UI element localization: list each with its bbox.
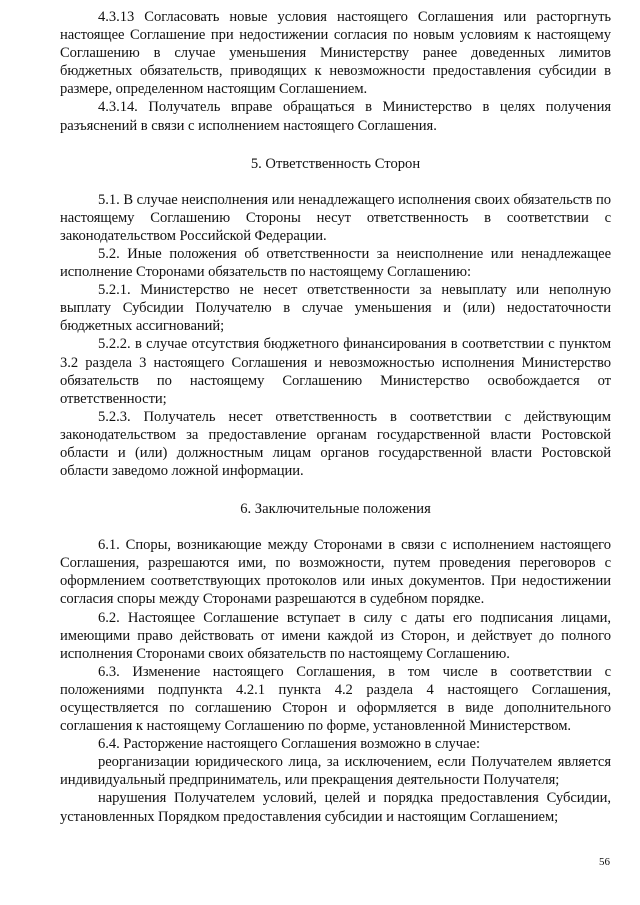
paragraph-5-2-3: 5.2.3. Получатель несет ответственность в соответствии с действующим законодательством за предоставление органам государственной власти Ростовской области и (или) должностным лицам органов государственной власти Ростовской области заведомо ложной информации. <box>60 408 611 480</box>
paragraph-6-1: 6.1. Споры, возникающие между Сторонами в связи с исполнением настоящего Соглашения, разрешаются ими, по возможности, путем проведения переговоров с оформлением соответствующих протоколов или иных документов. При недостижении согласия споры между Сторонами разрешаются в судебном порядке. <box>60 537 611 608</box>
paragraph-6-2: 6.2. Настоящее Соглашение вступает в силу с даты его подписания лицами, имеющими право действовать от имени каждой из Сторон, и действует до полного исполнения Сторонами своих обязательств по настоящему Соглашению. <box>60 609 611 662</box>
section-5-title: 5. Ответственность Сторон <box>250 155 421 172</box>
paragraph-5-2: 5.2. Иные положения об ответственности за неисполнение или ненадлежащее исполнение Сторонами обязательств по настоящему Соглашению: <box>60 245 611 281</box>
document-page <box>60 0 611 905</box>
section-6-title: 6. Заключительные положения <box>240 501 431 518</box>
paragraph-6-4: 6.4. Расторжение настоящего Соглашения возможно в случае: <box>98 736 480 753</box>
paragraph-6-4-item-violation: нарушения Получателем условий, целей и порядка предоставления Субсидии, установленных Порядком предоставления субсидии и настоящим Соглашением; <box>60 790 611 825</box>
paragraph-6-3: 6.3. Изменение настоящего Соглашения, в том числе в соответствии с положениями подпункта 4.2.1 пункта 4.2 раздела 4 настоящего Соглашения, осуществляется по соглашению Сторон и оформляется в виде дополнительного соглашения к настоящему Соглашению по форме, установленной Министерством. <box>60 663 611 735</box>
page-number: 56 <box>599 856 610 868</box>
paragraph-6-4-item-reorganization: реорганизации юридического лица, за исключением, если Получателем является индивидуальный предприниматель, или прекращения деятельности Получателя; <box>60 754 611 789</box>
paragraph-5-2-2: 5.2.2. в случае отсутствия бюджетного финансирования в соответствии с пунктом 3.2 раздела 3 настоящего Соглашения и невозможностью исполнения Министерство обязательств по настоящему Соглашению Министерство освобождается от ответственности; <box>60 336 611 407</box>
paragraph-4-3-13: 4.3.13 Согласовать новые условия настоящего Соглашения или расторгнуть настоящее Соглашение при недостижении согласия по новым условиям к настоящему Соглашению в случае уменьшения Министерству ранее доведенных лимитов бюджетных обязательств, приводящих к невозможности предоставления субсидии в размере, определенном настоящим Соглашением. <box>60 9 611 98</box>
paragraph-5-2-1: 5.2.1. Министерство не несет ответственности за невыплату или неполную выплату Субсидии Получателю в случае уменьшения и (или) недостаточности бюджетных ассигнований; <box>60 282 611 335</box>
paragraph-5-1: 5.1. В случае неисполнения или ненадлежащего исполнения своих обязательств по настоящему Соглашению Стороны несут ответственность в соответствии с законодательством Российской Федерации. <box>60 191 611 244</box>
paragraph-4-3-14: 4.3.14. Получатель вправе обращаться в Министерство в целях получения разъяснений в связи с исполнением настоящего Соглашения. <box>60 99 611 134</box>
